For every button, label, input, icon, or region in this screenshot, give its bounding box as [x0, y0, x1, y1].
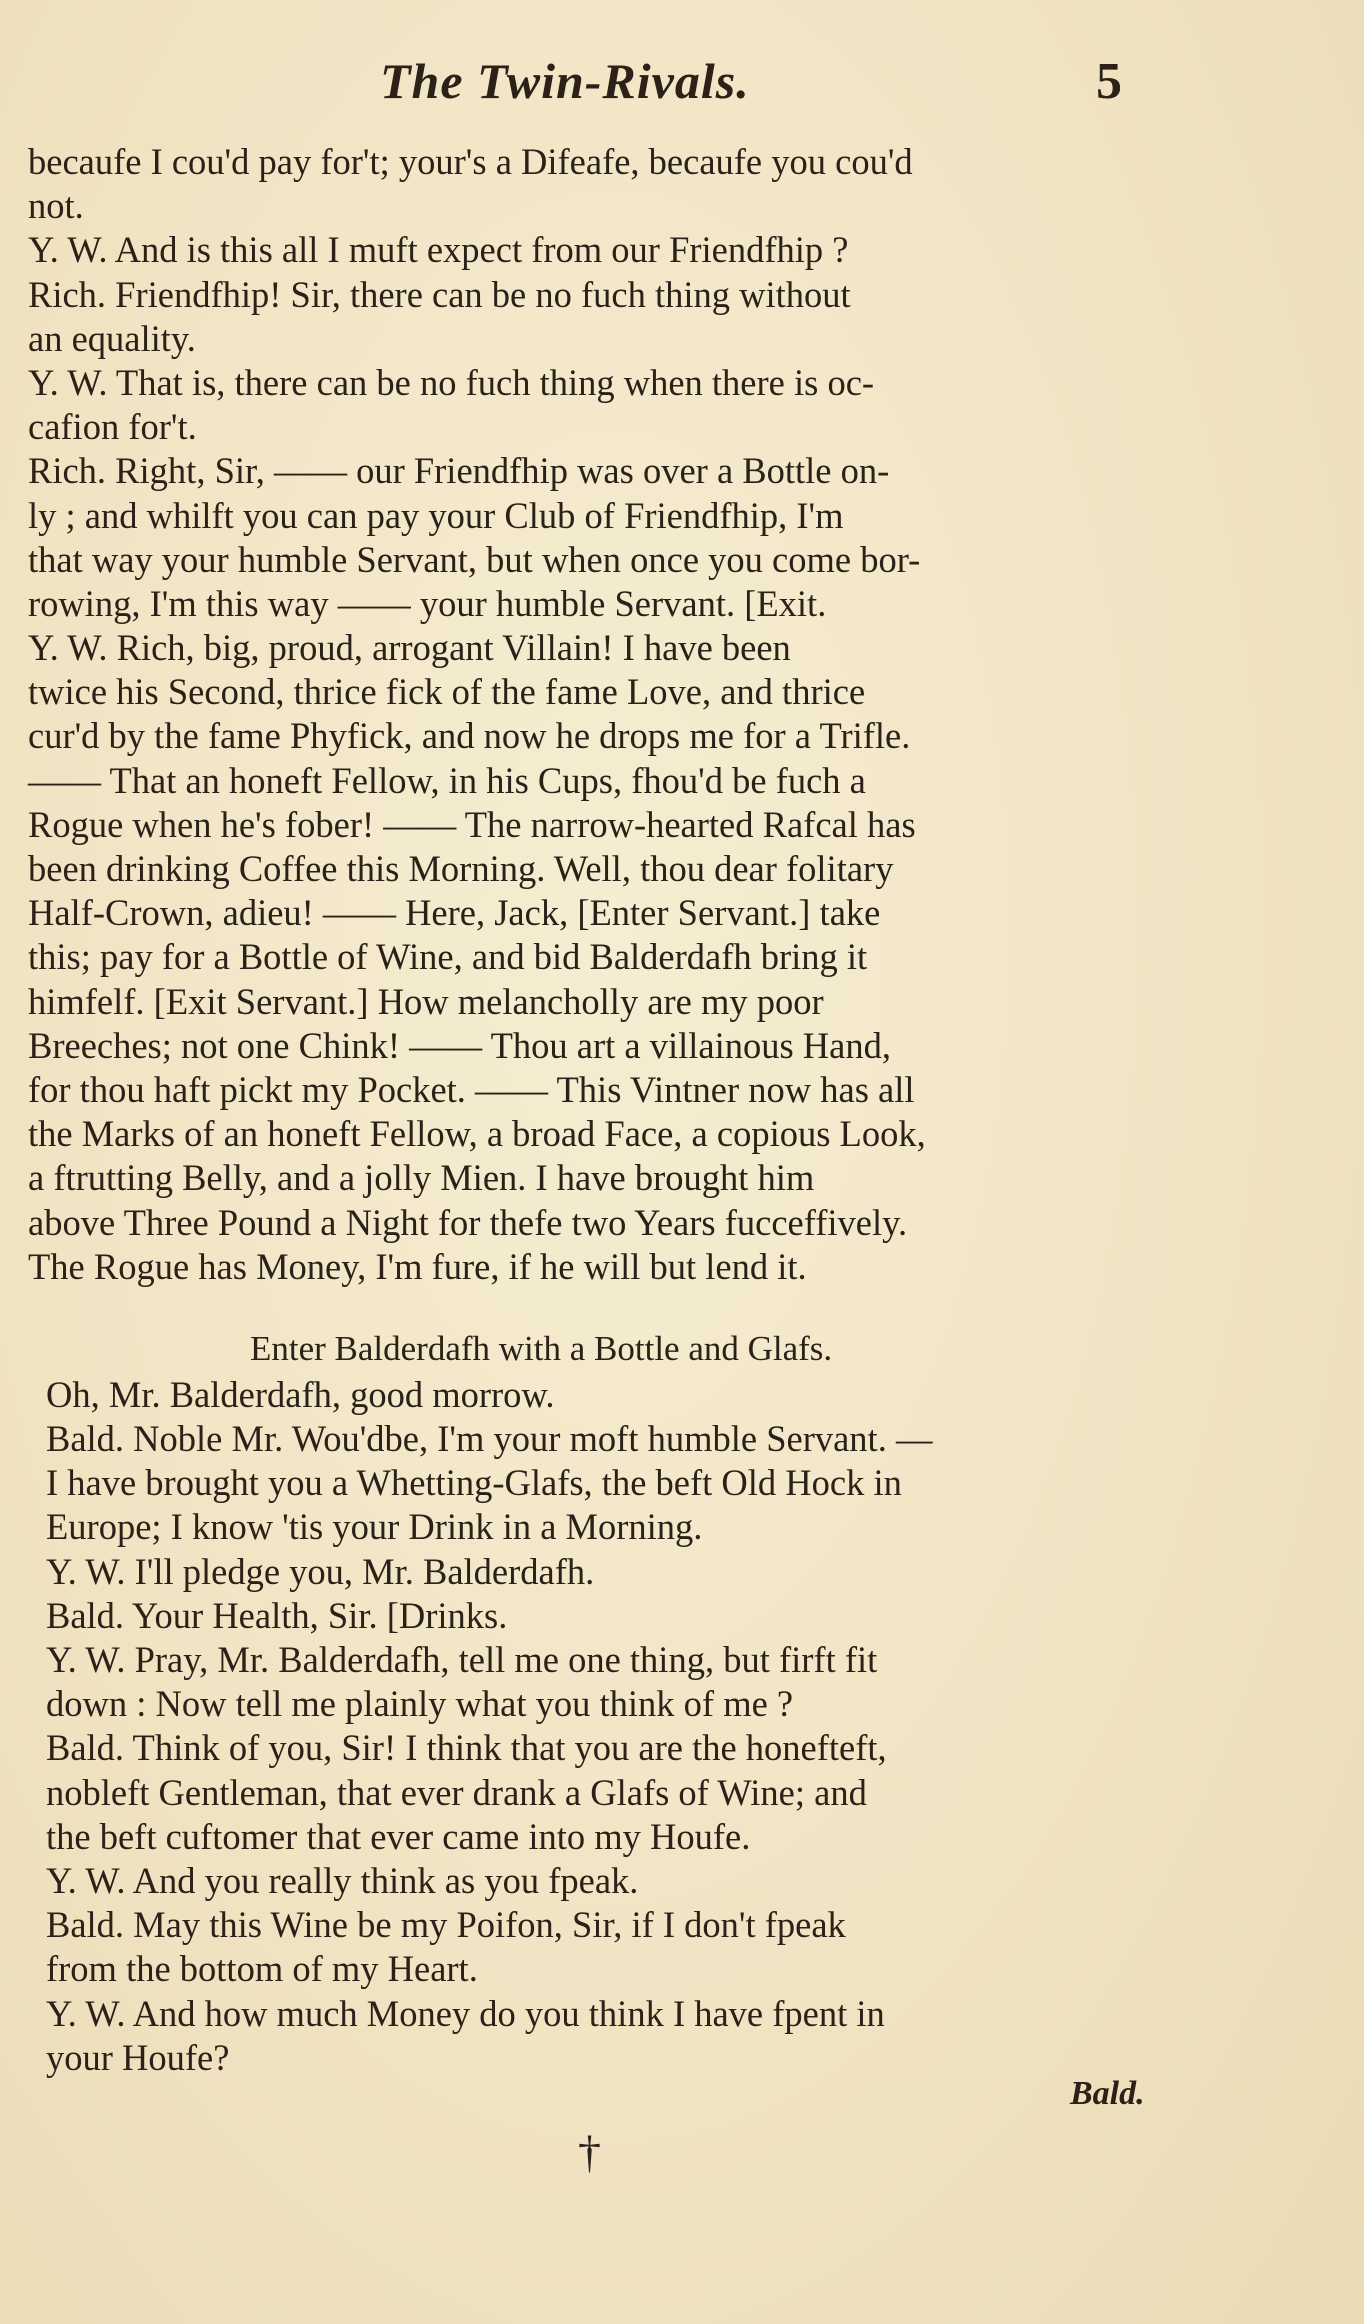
- text-line: Y. W. And is this all I muft expect from our Friendfhip ?: [28, 229, 849, 271]
- body-text: [28, 140, 1148, 2080]
- text-line: not.: [28, 185, 84, 227]
- page-number: 5: [1096, 53, 1122, 110]
- signature-mark: †: [578, 2126, 601, 2177]
- page-header: [0, 52, 1364, 122]
- text-line: above Three Pound a Night for thefe two Years fucceffively.: [28, 1201, 908, 1243]
- text-line: becaufe I cou'd pay for't; your's a Difeafe, becaufe you cou'd: [28, 141, 913, 182]
- text-line: a ftrutting Belly, and a jolly Mien. I have brought him: [28, 1157, 815, 1199]
- text-line: your Houfe?: [46, 2036, 230, 2078]
- text-line: the beft cuftomer that ever came into my Houfe.: [46, 1815, 751, 1857]
- text-line: the Marks of an honeft Fellow, a broad Face, a copious Look,: [28, 1113, 926, 1155]
- text-line: that way your humble Servant, but when once you come bor-: [28, 538, 921, 580]
- text-line: down : Now tell me plainly what you think of me ?: [46, 1683, 794, 1725]
- text-line: himfelf. [Exit Servant.] How melancholly are my poor: [28, 980, 824, 1022]
- text-line: Rich. Right, Sir, —— our Friendfhip was over a Bottle on-: [28, 450, 890, 492]
- text-line: cur'd by the fame Phyfick, and now he drops me for a Trifle.: [28, 715, 911, 757]
- text-line: Oh, Mr. Balderdafh, good morrow.: [46, 1373, 555, 1415]
- text-line: Y. W. And how much Money do you think I have fpent in: [46, 1992, 885, 2034]
- section-gap: [28, 1289, 1148, 1325]
- text-line: from the bottom of my Heart.: [46, 1948, 478, 1990]
- text-line: rowing, I'm this way —— your humble Servant. [Exit.: [28, 582, 827, 624]
- text-line: Europe; I know 'tis your Drink in a Morning.: [46, 1506, 703, 1548]
- text-line: —— That an honeft Fellow, in his Cups, fhou'd be fuch a: [28, 759, 866, 801]
- catchword: Bald.: [1070, 2075, 1145, 2112]
- text-line: Bald. Noble Mr. Wou'dbe, I'm your moft humble Servant. —: [46, 1418, 933, 1460]
- running-title: The Twin-Rivals.: [380, 53, 750, 109]
- text-line: cafion for't.: [28, 406, 197, 448]
- stage-direction: Enter Balderdafh with a Bottle and Glafs.: [250, 1328, 833, 1368]
- text-line: Breeches; not one Chink! —— Thou art a villainous Hand,: [28, 1024, 891, 1066]
- text-line: Bald. Your Health, Sir. [Drinks.: [46, 1594, 508, 1636]
- text-line: Rogue when he's fober! —— The narrow-hearted Rafcal has: [28, 803, 916, 845]
- text-line: for thou haft pickt my Pocket. —— This Vintner now has all: [28, 1068, 915, 1110]
- text-line: Half-Crown, adieu! —— Here, Jack, [Enter Servant.] take: [28, 892, 881, 934]
- text-line: I have brought you a Whetting-Glafs, the beft Old Hock in: [46, 1462, 902, 1504]
- text-line: Y. W. Pray, Mr. Balderdafh, tell me one thing, but firft fit: [46, 1639, 878, 1680]
- text-line: Y. W. That is, there can be no fuch thing when there is oc-: [28, 361, 875, 403]
- text-line: Y. W. And you really think as you fpeak.: [46, 1859, 639, 1901]
- dialogue-block-b: [28, 1373, 1148, 2080]
- text-line: The Rogue has Money, I'm fure, if he will but lend it.: [28, 1245, 807, 1287]
- text-line: twice his Second, thrice fick of the fame Love, and thrice: [28, 671, 866, 713]
- text-line: nobleft Gentleman, that ever drank a Glafs of Wine; and: [46, 1771, 867, 1813]
- text-line: Y. W. Rich, big, proud, arrogant Villain! I have been: [28, 627, 791, 669]
- text-line: Bald. Think of you, Sir! I think that you are the honefteft,: [46, 1727, 887, 1769]
- text-line: Rich. Friendfhip! Sir, there can be no fuch thing without: [28, 273, 851, 315]
- text-line: this; pay for a Bottle of Wine, and bid Balderdafh bring it: [28, 936, 868, 978]
- dialogue-block-a: [28, 140, 1148, 1289]
- text-line: been drinking Coffee this Morning. Well, thou dear folitary: [28, 848, 894, 889]
- text-line: Bald. May this Wine be my Poifon, Sir, if I don't fpeak: [46, 1904, 846, 1946]
- text-line: ly ; and whilft you can pay your Club of Friendfhip, I'm: [28, 494, 844, 536]
- text-line: Y. W. I'll pledge you, Mr. Balderdafh.: [46, 1550, 595, 1592]
- text-line: an equality.: [28, 317, 196, 359]
